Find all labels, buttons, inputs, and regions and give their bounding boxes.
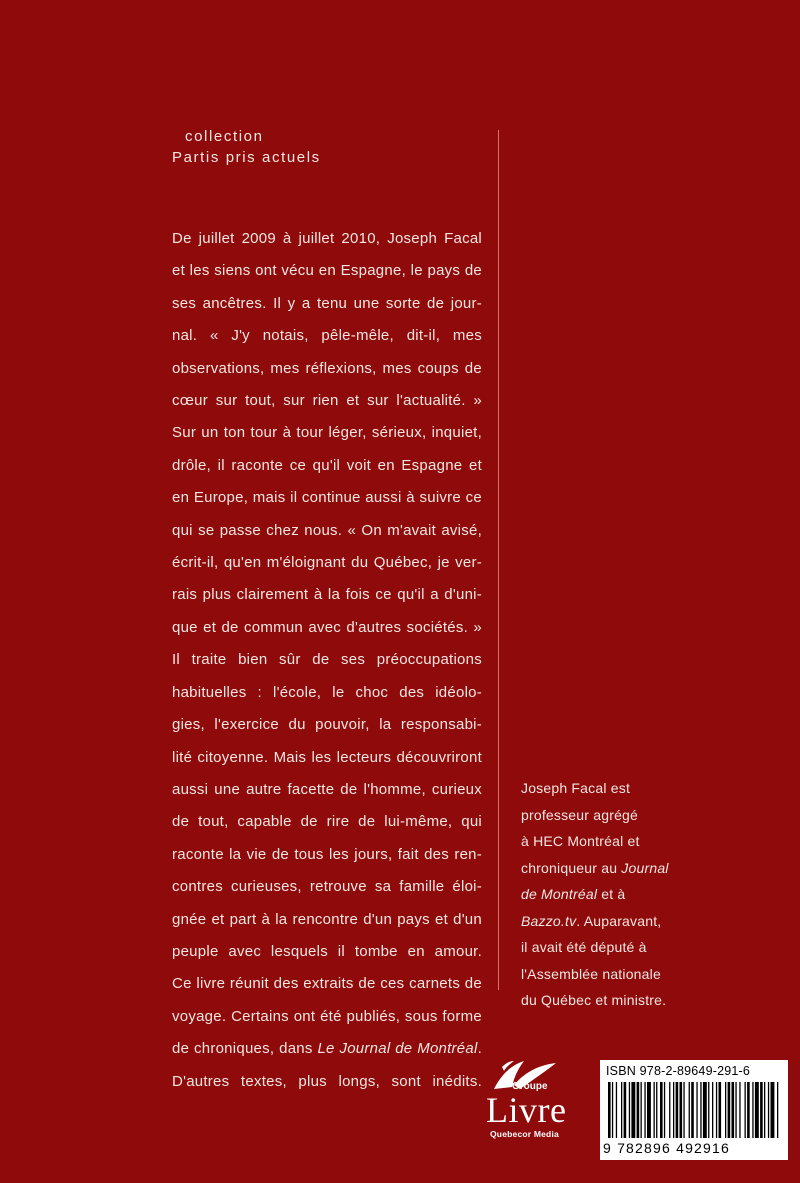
barcode-bar	[612, 1082, 613, 1138]
barcode-bars	[608, 1082, 780, 1140]
summary-line: ses ancêtres. Il y a tenu une sorte de jour-	[172, 294, 482, 312]
summary-line: gnée et part à la rencontre d'un pays et d'un	[172, 910, 482, 928]
logo-quebecor-text: Quebecor Media	[490, 1129, 559, 1139]
barcode-bar	[676, 1082, 679, 1138]
barcode-bar	[608, 1082, 611, 1138]
barcode-bar	[654, 1082, 655, 1138]
barcode-bar	[745, 1082, 746, 1138]
barcode-bar	[739, 1082, 740, 1138]
barcode-bar	[712, 1082, 713, 1138]
barcode-bar	[644, 1082, 645, 1138]
barcode-bar	[660, 1082, 663, 1138]
barcode-bar	[700, 1082, 701, 1138]
summary-line: gies, l'exercice du pouvoir, la responsabi-	[172, 716, 482, 734]
barcode-bar	[728, 1082, 731, 1138]
summary-line: de tout, capable de rire de lui-même, qui	[172, 813, 482, 831]
summary-line: D'autres textes, plus longs, sont inédits.	[172, 1072, 482, 1090]
summary-line: lité citoyenne. Mais les lecteurs découvriront	[172, 748, 482, 766]
bio-line: de Montréal et à	[521, 886, 626, 902]
bio-line: chroniqueur au Journal	[521, 859, 669, 876]
barcode-bar	[647, 1082, 651, 1138]
barcode-bar	[725, 1082, 726, 1138]
barcode-bar	[664, 1082, 665, 1138]
summary-line: raconte la vie de tous les jours, fait des ren-	[172, 845, 482, 863]
summary-line: voyage. Certains ont été publiés, sous forme	[172, 1007, 482, 1025]
vertical-divider	[498, 130, 499, 990]
summary-line: contres curieuses, retrouve sa famille éloi-	[172, 878, 482, 896]
bio-line: professeur agrégé	[521, 806, 639, 823]
summary-line: qui se passe chez nous. « On m'avait avisé,	[172, 521, 482, 539]
author-bio	[521, 775, 696, 1014]
barcode-bar	[735, 1082, 736, 1138]
summary-line: écrit-il, qu'en m'éloignant du Québec, je ver-	[172, 554, 482, 572]
summary-line: De juillet 2009 à juillet 2010, Joseph Facal	[172, 230, 482, 247]
barcode-bar	[696, 1082, 697, 1138]
barcode-bar	[719, 1082, 722, 1138]
barcode-bar	[764, 1082, 765, 1138]
summary-line: habituelles : l'école, le choc des idéolo-	[172, 683, 482, 701]
barcode-bar	[624, 1082, 627, 1138]
summary-line: peuple avec lesquels il tombe en amour.	[172, 942, 482, 960]
bio-line: Joseph Facal est	[521, 780, 631, 796]
summary-line: drôle, il raconte ce qu'il voit en Espagne et	[172, 456, 482, 474]
barcode-bar	[747, 1082, 750, 1138]
barcode-bar	[680, 1082, 683, 1138]
barcode-bar	[641, 1082, 642, 1138]
isbn-barcode	[600, 1060, 788, 1160]
publisher-logo	[478, 1055, 588, 1150]
barcode-bar	[689, 1082, 690, 1138]
logo-livre-text: Livre	[486, 1090, 567, 1130]
barcode-bar	[673, 1082, 674, 1138]
barcode-bar	[631, 1082, 635, 1138]
summary-line: cœur sur tout, sur rien et sur l'actualité. »	[172, 392, 482, 410]
summary-line: que et de commun avec d'autres sociétés. »	[172, 618, 482, 636]
bio-line: à HEC Montréal et	[521, 833, 640, 849]
barcode-bar	[656, 1082, 657, 1138]
summary-line: de chroniques, dans Le Journal de Montréal.	[172, 1040, 482, 1058]
bio-line: il avait été député à	[521, 939, 647, 955]
summary-line: Sur un ton tour à tour léger, sérieux, inquiet,	[172, 424, 482, 442]
barcode-bar	[621, 1082, 622, 1138]
barcode-bar	[669, 1082, 670, 1138]
barcode-bar	[732, 1082, 735, 1138]
logo-groupe-text: Groupe	[512, 1081, 548, 1092]
summary-line: observations, mes réflexions, mes coups de	[172, 359, 482, 377]
bio-line: du Québec et ministre.	[521, 992, 667, 1008]
barcode-bar	[683, 1082, 684, 1138]
collection-label: collection	[185, 128, 264, 145]
barcode-bar	[629, 1082, 630, 1138]
summary-line: Il traite bien sûr de ses préoccupations	[172, 651, 482, 669]
barcode-bar	[708, 1082, 709, 1138]
collection-heading	[172, 126, 321, 168]
barcode-bar	[703, 1082, 707, 1138]
summary-line: aussi une autre facette de l'homme, curieux	[172, 780, 482, 798]
summary-line: en Europe, mais il continue aussi à suivre ce	[172, 489, 482, 507]
summary-line: Ce livre réunit des extraits de ces carnets de	[172, 975, 482, 993]
barcode-bar	[637, 1082, 640, 1138]
barcode-bar	[771, 1082, 775, 1138]
isbn-number: ISBN 978-2-89649-291-6	[606, 1064, 751, 1078]
summary-line: nal. « J'y notais, pêle-mêle, dit-il, mes	[172, 327, 482, 345]
barcode-bar	[755, 1082, 759, 1138]
barcode-bar	[691, 1082, 694, 1138]
barcode-bar	[760, 1082, 763, 1138]
summary-line: rais plus clairement à la fois ce qu'il a d'uni-	[172, 586, 482, 604]
collection-name: Partis pris actuels	[172, 149, 321, 166]
bio-line: l'Assemblée nationale	[521, 965, 661, 982]
summary-line: et les siens ont vécu en Espagne, le pays de	[172, 262, 482, 280]
bio-line: Bazzo.tv. Auparavant,	[521, 912, 662, 929]
barcode-bar	[777, 1082, 778, 1138]
barcode-bar	[716, 1082, 717, 1138]
back-cover-summary	[172, 223, 482, 1098]
barcode-bar	[616, 1082, 617, 1138]
barcode-bar	[752, 1082, 753, 1138]
barcode-bar	[768, 1082, 769, 1138]
barcode-digits: 9 782896 492916	[603, 1140, 730, 1156]
